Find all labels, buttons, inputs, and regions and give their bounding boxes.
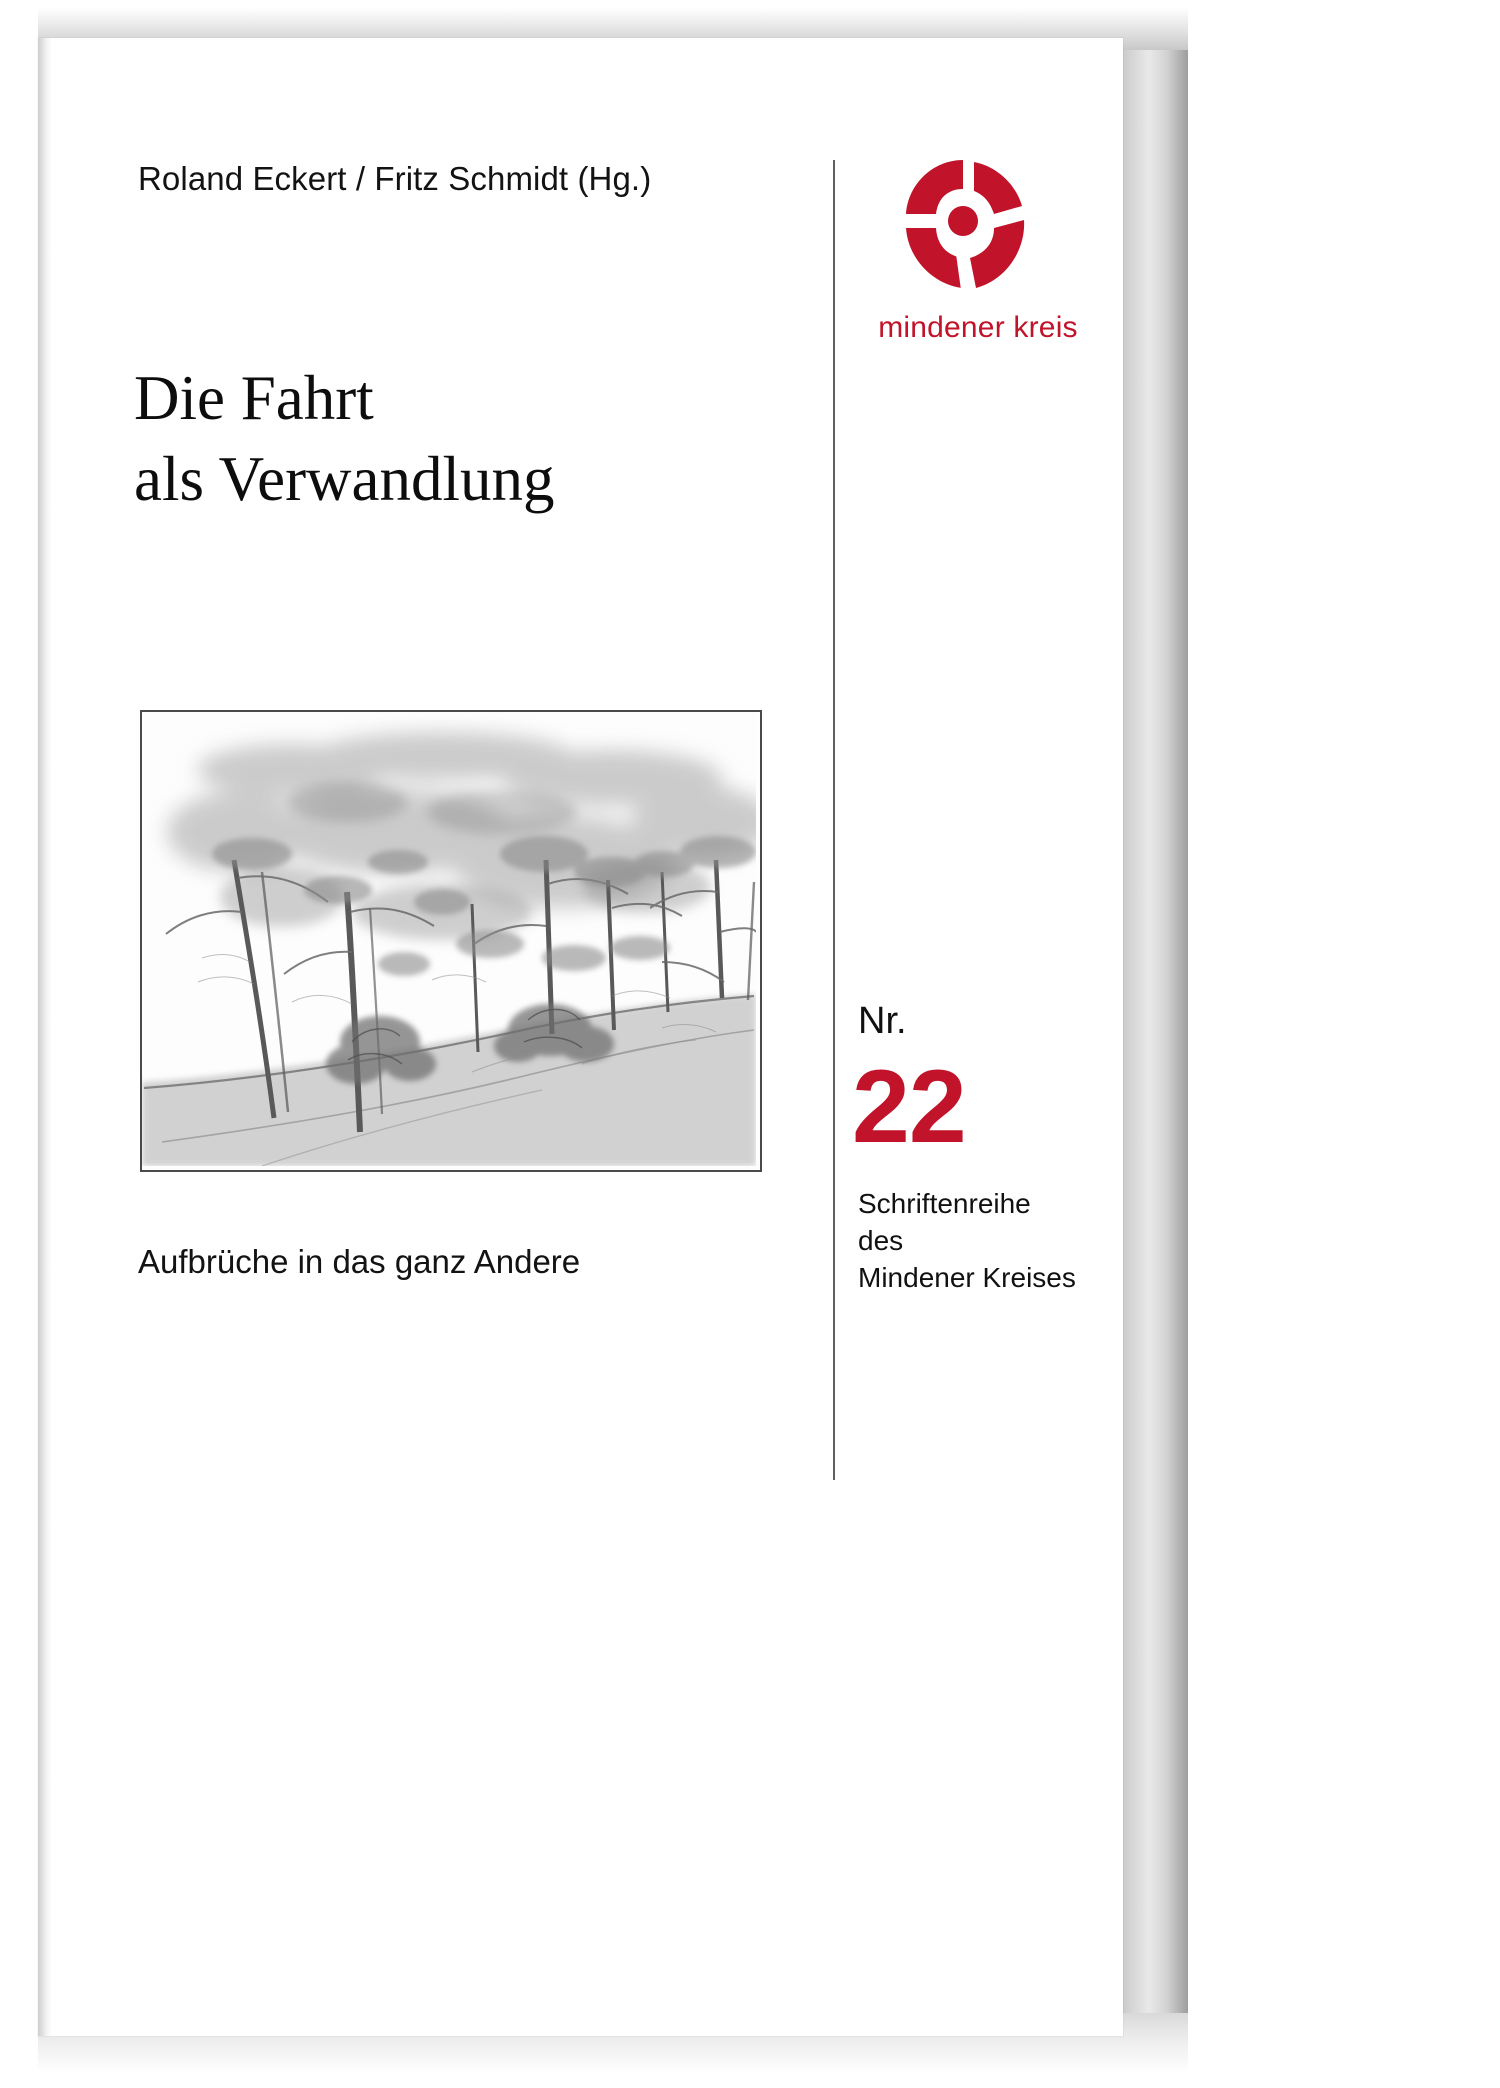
issue-number-label: Nr. [858, 1000, 907, 1042]
issue-number-value: 22 [852, 1049, 966, 1165]
publisher-name: mindener kreis [878, 311, 1078, 344]
series-line-2: des [858, 1224, 904, 1256]
series-line-3: Mindener Kreises [858, 1261, 1076, 1293]
publisher-logo [858, 158, 1098, 345]
vertical-divider-rule [833, 160, 835, 1480]
series-line-1: Schriftenreihe [858, 1188, 1031, 1219]
book-front-cover [38, 38, 1123, 2036]
title-line-2: als Verwandlung [134, 443, 555, 514]
title-line-1: Die Fahrt [134, 363, 374, 433]
book-cover-3d [38, 8, 1433, 2073]
page-title [134, 358, 814, 519]
series-info [858, 1186, 1108, 1297]
cover-subtitle: Aufbrüche in das ganz Andere [138, 1243, 581, 1280]
cover-left-edge-shading [38, 38, 52, 2036]
editors-line: Roland Eckert / Fritz Schmidt (Hg.) [138, 160, 652, 197]
pencil-sketch-illustration [142, 712, 756, 1166]
mindener-kreis-logo-icon [896, 158, 1031, 293]
book-spine-shading [1113, 8, 1188, 2073]
cover-artwork [140, 710, 762, 1172]
